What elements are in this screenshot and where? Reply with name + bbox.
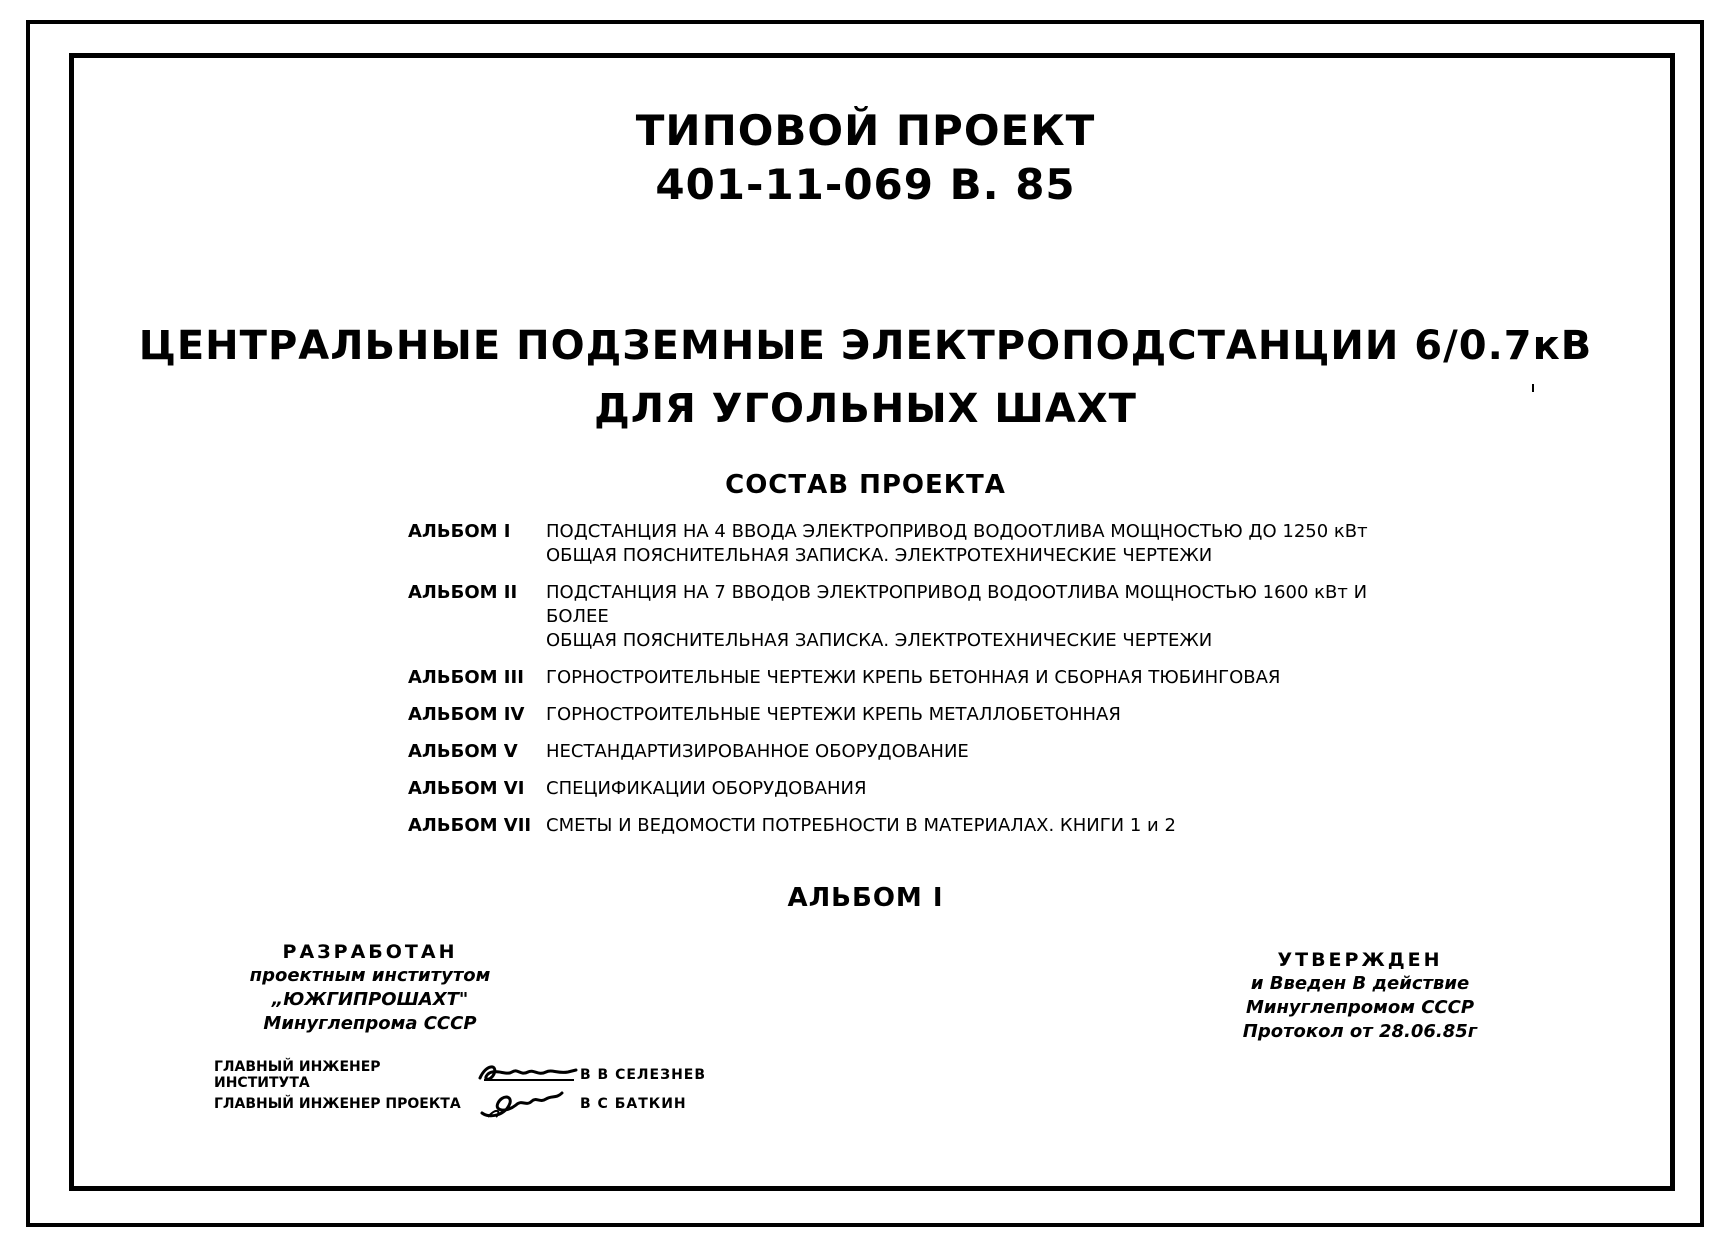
approval-heading: УТВЕРЖДЕН xyxy=(1277,949,1443,971)
signature-row xyxy=(214,1059,706,1091)
album-description-line: ОБЩАЯ ПОЯСНИТЕЛЬНАЯ ЗАПИСКА. ЭЛЕКТРОТЕХНИЧЕСКИЕ ЧЕРТЕЖИ xyxy=(546,630,1213,651)
album-row xyxy=(408,520,1428,568)
developer-line: „ЮЖГИПРОШАХТ" xyxy=(271,989,469,1010)
album-description-line: СМЕТЫ И ВЕДОМОСТИ ПОТРЕБНОСТИ В МАТЕРИАЛАХ. КНИГИ 1 и 2 xyxy=(546,815,1176,836)
album-label: АЛЬБОМ V xyxy=(408,741,518,762)
developer-heading: РАЗРАБОТАН xyxy=(282,941,458,963)
album-row xyxy=(408,666,1428,690)
album-row xyxy=(408,814,1428,838)
album-label: АЛЬБОМ VI xyxy=(408,778,525,799)
album-label: АЛЬБОМ II xyxy=(408,582,518,603)
signature-row xyxy=(214,1089,687,1119)
album-label: АЛЬБОМ VII xyxy=(408,815,532,836)
signatory-name: В В СЕЛЕЗНЕВ xyxy=(580,1067,707,1083)
handwritten-signature-icon xyxy=(476,1060,580,1090)
album-row xyxy=(408,703,1428,727)
album-description-line: ПОДСТАНЦИЯ НА 7 ВВОДОВ ЭЛЕКТРОПРИВОД ВОДООТЛИВА МОЩНОСТЬЮ 1600 кВт И БОЛЕЕ xyxy=(546,582,1368,627)
subject-line-1: ЦЕНТРАЛЬНЫЕ ПОДЗЕМНЫЕ ЭЛЕКТРОПОДСТАНЦИИ 6/0.7кВ xyxy=(138,323,1593,369)
developer-line: Минуглепрома СССР xyxy=(263,1013,477,1034)
developer-line: проектным институтом xyxy=(249,965,491,986)
album-label: АЛЬБОМ IV xyxy=(408,704,525,725)
signatory-role: ГЛАВНЫЙ ИНЖЕНЕР ИНСТИТУТА xyxy=(214,1059,381,1091)
album-row xyxy=(408,581,1428,653)
current-album: АЛЬБОМ I xyxy=(787,883,944,913)
album-description-line: ГОРНОСТРОИТЕЛЬНЫЕ ЧЕРТЕЖИ КРЕПЬ МЕТАЛЛОБЕТОННАЯ xyxy=(546,704,1121,725)
approval-line: Протокол от 28.06.85г xyxy=(1242,1021,1478,1042)
album-list xyxy=(408,520,1428,851)
handwritten-signature-icon xyxy=(476,1089,580,1119)
developer-block xyxy=(200,940,540,1036)
album-description-line: ПОДСТАНЦИЯ НА 4 ВВОДА ЭЛЕКТРОПРИВОД ВОДООТЛИВА МОЩНОСТЬЮ ДО 1250 кВт xyxy=(546,521,1368,542)
album-description-line: ГОРНОСТРОИТЕЛЬНЫЕ ЧЕРТЕЖИ КРЕПЬ БЕТОННАЯ И СБОРНАЯ ТЮБИНГОВАЯ xyxy=(546,667,1281,688)
composition-heading: СОСТАВ ПРОЕКТА xyxy=(725,470,1006,500)
signatory-name: В С БАТКИН xyxy=(580,1096,687,1112)
subject-line-2: ДЛЯ УГОЛЬНЫХ ШАХТ xyxy=(594,386,1137,432)
signatory-role: ГЛАВНЫЙ ИНЖЕНЕР ПРОЕКТА xyxy=(214,1096,461,1112)
album-description-line: ОБЩАЯ ПОЯСНИТЕЛЬНАЯ ЗАПИСКА. ЭЛЕКТРОТЕХНИЧЕСКИЕ ЧЕРТЕЖИ xyxy=(546,545,1213,566)
approval-line: и Введен В действие xyxy=(1250,973,1470,994)
album-label: АЛЬБОМ III xyxy=(408,667,524,688)
approval-line: Минуглепромом СССР xyxy=(1245,997,1475,1018)
album-description-line: СПЕЦИФИКАЦИИ ОБОРУДОВАНИЯ xyxy=(546,778,867,799)
album-row xyxy=(408,777,1428,801)
project-number: 401-11-069 В. 85 xyxy=(655,160,1076,209)
title-line-1: ТИПОВОЙ ПРОЕКТ xyxy=(635,106,1096,155)
approval-block xyxy=(1215,948,1505,1044)
album-row xyxy=(408,740,1428,764)
album-description-line: НЕСТАНДАРТИЗИРОВАННОЕ ОБОРУДОВАНИЕ xyxy=(546,741,969,762)
album-description xyxy=(546,520,1428,568)
album-label: АЛЬБОМ I xyxy=(408,521,511,542)
album-description xyxy=(546,581,1428,653)
